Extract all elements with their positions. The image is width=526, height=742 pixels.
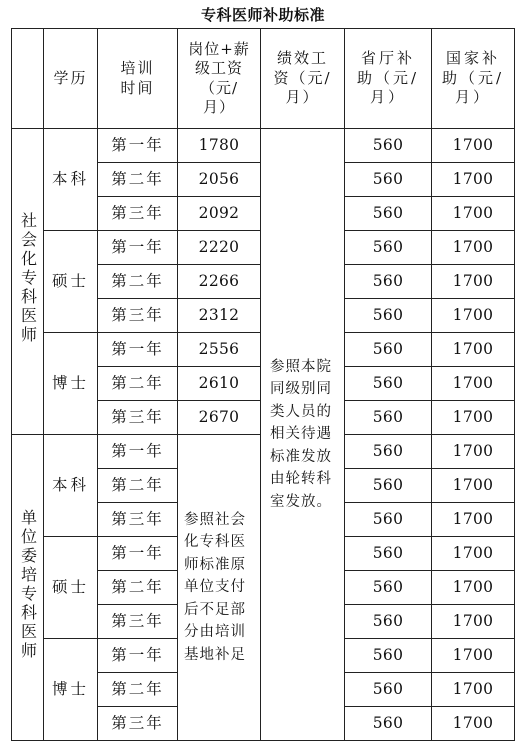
national-subsidy-cell: 1700 (432, 571, 515, 605)
national-subsidy-cell: 1700 (432, 265, 515, 299)
degree-cell: 本科 (44, 129, 98, 231)
degree-cell: 博士 (44, 639, 98, 741)
provincial-subsidy-cell: 560 (345, 299, 432, 333)
subsidy-table (11, 28, 515, 741)
training-year-cell: 第三年 (98, 503, 178, 537)
national-subsidy-cell: 1700 (432, 163, 515, 197)
group-cell (12, 129, 44, 435)
training-year-cell: 第二年 (98, 265, 178, 299)
header-education: 学历 (44, 29, 98, 129)
national-subsidy-cell: 1700 (432, 469, 515, 503)
provincial-subsidy-cell: 560 (345, 605, 432, 639)
provincial-subsidy-cell: 560 (345, 639, 432, 673)
national-subsidy-cell: 1700 (432, 367, 515, 401)
training-year-cell: 第三年 (98, 401, 178, 435)
national-subsidy-cell: 1700 (432, 435, 515, 469)
training-year-cell: 第二年 (98, 673, 178, 707)
national-subsidy-cell: 1700 (432, 639, 515, 673)
training-year-cell: 第二年 (98, 469, 178, 503)
post-salary-cell: 2092 (178, 197, 261, 231)
header-performance-salary: 绩效工资（元/月） (261, 29, 345, 129)
training-year-cell: 第一年 (98, 231, 178, 265)
unit-post-salary-note: 参照社会化专科医师标准原单位支付后不足部分由培训基地补足 (178, 435, 261, 741)
performance-salary-note: 参照本院同级别同类人员的相关待遇标准发放由轮转科室发放。 (261, 129, 345, 741)
training-year-cell: 第二年 (98, 367, 178, 401)
group-label: 单位委培专科医师 (18, 508, 38, 661)
training-year-cell: 第二年 (98, 571, 178, 605)
post-salary-cell: 2220 (178, 231, 261, 265)
provincial-subsidy-cell: 560 (345, 469, 432, 503)
national-subsidy-cell: 1700 (432, 299, 515, 333)
post-salary-cell: 2556 (178, 333, 261, 367)
national-subsidy-cell: 1700 (432, 503, 515, 537)
provincial-subsidy-cell: 560 (345, 571, 432, 605)
training-year-cell: 第一年 (98, 333, 178, 367)
national-subsidy-cell: 1700 (432, 605, 515, 639)
post-salary-cell: 2610 (178, 367, 261, 401)
national-subsidy-cell: 1700 (432, 673, 515, 707)
group-label: 社会化专科医师 (18, 212, 38, 346)
national-subsidy-cell: 1700 (432, 537, 515, 571)
training-year-cell: 第一年 (98, 537, 178, 571)
header-national-subsidy: 国家补助（元/月） (432, 29, 515, 129)
training-year-cell: 第一年 (98, 129, 178, 163)
provincial-subsidy-cell: 560 (345, 673, 432, 707)
provincial-subsidy-cell: 560 (345, 129, 432, 163)
degree-cell: 本科 (44, 435, 98, 537)
national-subsidy-cell: 1700 (432, 401, 515, 435)
page-title: 专科医师补助标准 (200, 6, 325, 24)
header-group-blank (12, 29, 44, 129)
post-salary-cell: 1780 (178, 129, 261, 163)
provincial-subsidy-cell: 560 (345, 333, 432, 367)
national-subsidy-cell: 1700 (432, 231, 515, 265)
degree-cell: 硕士 (44, 231, 98, 333)
training-year-cell: 第三年 (98, 707, 178, 741)
training-year-cell: 第一年 (98, 435, 178, 469)
provincial-subsidy-cell: 560 (345, 401, 432, 435)
post-salary-cell: 2056 (178, 163, 261, 197)
provincial-subsidy-cell: 560 (345, 537, 432, 571)
training-year-cell: 第二年 (98, 163, 178, 197)
provincial-subsidy-cell: 560 (345, 163, 432, 197)
provincial-subsidy-cell: 560 (345, 231, 432, 265)
provincial-subsidy-cell: 560 (345, 265, 432, 299)
post-salary-cell: 2312 (178, 299, 261, 333)
degree-cell: 硕士 (44, 537, 98, 639)
group-cell (12, 435, 44, 741)
provincial-subsidy-cell: 560 (345, 503, 432, 537)
training-year-cell: 第三年 (98, 197, 178, 231)
training-year-cell: 第三年 (98, 299, 178, 333)
provincial-subsidy-cell: 560 (345, 367, 432, 401)
national-subsidy-cell: 1700 (432, 129, 515, 163)
degree-cell: 博士 (44, 333, 98, 435)
provincial-subsidy-cell: 560 (345, 707, 432, 741)
header-provincial-subsidy: 省厅补助（元/月） (345, 29, 432, 129)
provincial-subsidy-cell: 560 (345, 197, 432, 231)
table-row (12, 129, 515, 163)
training-year-cell: 第一年 (98, 639, 178, 673)
national-subsidy-cell: 1700 (432, 197, 515, 231)
post-salary-cell: 2266 (178, 265, 261, 299)
national-subsidy-cell: 1700 (432, 333, 515, 367)
provincial-subsidy-cell: 560 (345, 435, 432, 469)
national-subsidy-cell: 1700 (432, 707, 515, 741)
header-training-time: 培训时间 (98, 29, 178, 129)
training-year-cell: 第三年 (98, 605, 178, 639)
header-post-salary: 岗位+薪级工资（元/月） (178, 29, 261, 129)
header-row (12, 29, 515, 129)
post-salary-cell: 2670 (178, 401, 261, 435)
